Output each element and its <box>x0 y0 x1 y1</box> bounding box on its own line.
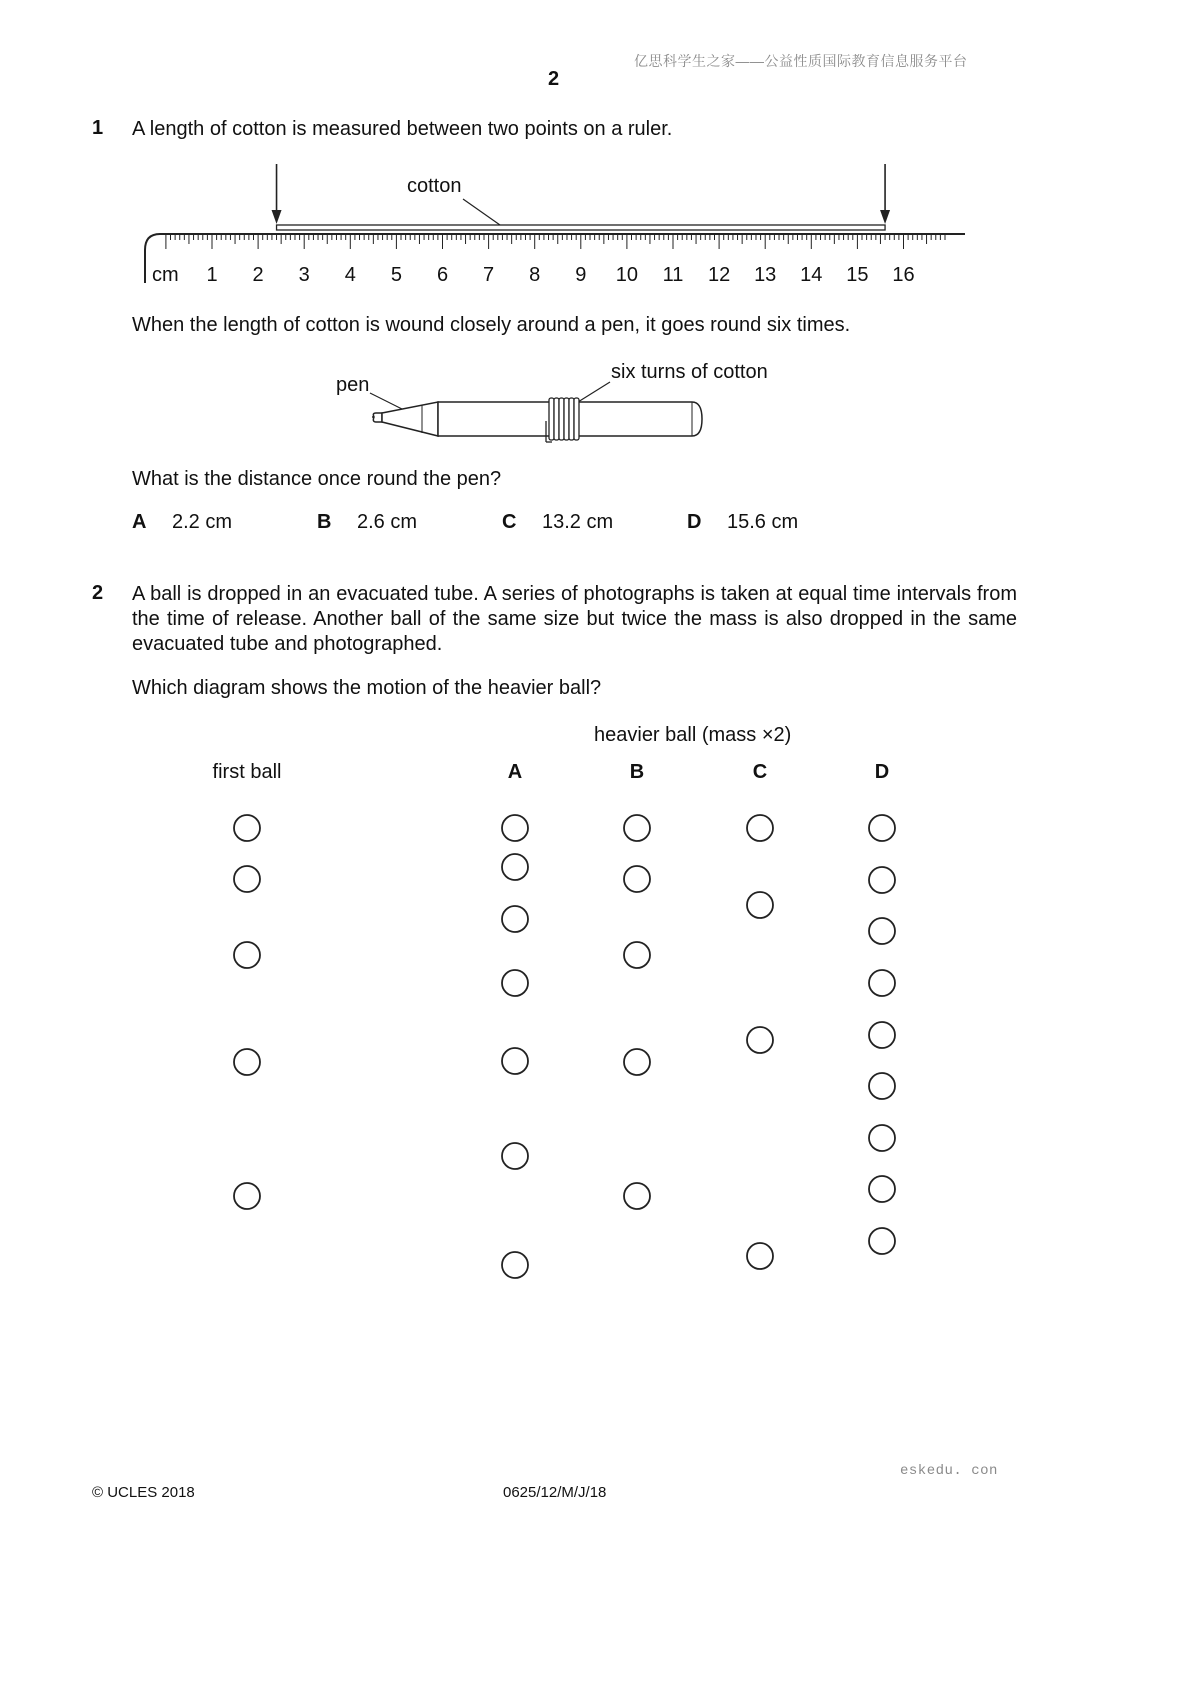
ruler-number: 15 <box>846 264 869 286</box>
pen-label: pen <box>336 374 370 396</box>
column-label-c: C <box>752 761 768 783</box>
six-turns-label: six turns of cotton <box>611 361 768 383</box>
ball-circle <box>624 1183 650 1209</box>
ball-circle <box>747 815 773 841</box>
heavier-ball-label: heavier ball (mass ×2) <box>594 724 792 746</box>
ball-circle <box>502 906 528 932</box>
ball-circle <box>234 815 260 841</box>
ruler-number: 5 <box>390 264 402 286</box>
paper-code: 0625/12/M/J/18 <box>503 1484 607 1501</box>
option-b-column <box>624 815 650 1209</box>
ball-circle <box>234 942 260 968</box>
cotton-label: cotton <box>407 175 462 197</box>
ball-circle <box>234 1183 260 1209</box>
option-a-column <box>502 815 528 1278</box>
cotton-label-leader <box>463 199 500 225</box>
cotton-turns <box>546 398 579 442</box>
ball-circle <box>502 1252 528 1278</box>
ruler-number: 11 <box>662 264 684 286</box>
ball-circle <box>869 918 895 944</box>
ruler-number: 3 <box>298 264 310 286</box>
ball-circle <box>869 1073 895 1099</box>
six-turns-leader <box>578 382 610 402</box>
page-number: 2 <box>548 68 560 90</box>
ball-circle <box>624 866 650 892</box>
column-label-d: D <box>874 761 890 783</box>
ruler-body <box>145 234 965 283</box>
question-1-text-2: When the length of cotton is wound closely around a pen, it goes round six times. <box>132 314 851 336</box>
ruler-number: 16 <box>892 264 915 286</box>
ball-circle <box>502 1048 528 1074</box>
ball-circle <box>869 1022 895 1048</box>
question-1-number: 1 <box>92 117 104 139</box>
site-watermark: eskedu. con <box>900 1463 998 1479</box>
ball-circle <box>502 1143 528 1169</box>
option-d-column <box>869 815 895 1254</box>
balls-diagram <box>0 750 1190 1290</box>
question-1-options <box>132 511 932 537</box>
watermark-text: 亿思科学生之家——公益性质国际教育信息服务平台 <box>634 53 968 69</box>
ball-circle <box>869 1228 895 1254</box>
copyright-text: © UCLES 2018 <box>92 1484 195 1501</box>
column-label-b: B <box>629 761 645 783</box>
ball-circle <box>502 815 528 841</box>
ball-circle <box>747 1243 773 1269</box>
cotton-line <box>277 225 886 230</box>
ruler-number: 10 <box>615 264 639 286</box>
ruler-number: 14 <box>800 264 823 286</box>
ball-circle <box>747 1027 773 1053</box>
column-label-a: A <box>507 761 523 783</box>
option-c-value: 13.2 cm <box>542 511 614 533</box>
ball-circle <box>869 815 895 841</box>
ball-circle <box>234 866 260 892</box>
option-b-value: 2.6 cm <box>357 511 418 533</box>
ruler-number: 1 <box>206 264 218 286</box>
measurement-arrows <box>272 164 891 224</box>
question-2-number: 2 <box>92 582 104 604</box>
ruler-number: 6 <box>436 264 449 286</box>
question-1-prompt: What is the distance once round the pen? <box>132 468 502 490</box>
ruler-diagram <box>130 158 980 293</box>
ball-circle <box>869 1176 895 1202</box>
ball-circle <box>502 854 528 880</box>
question-2-text: A ball is dropped in an evacuated tube. A series of photographs is taken at equal time intervals from the time of release. Another ball of the same size but twice the mass is also dropped in the same evacuated tube and photographed. <box>132 583 1017 655</box>
ruler-number: 4 <box>344 264 356 286</box>
option-d-letter: D <box>687 511 702 533</box>
ruler-number: 7 <box>483 264 495 286</box>
ball-circle <box>624 815 650 841</box>
pen-icon <box>372 398 702 442</box>
ruler-number: 2 <box>252 264 264 286</box>
ball-circle <box>747 892 773 918</box>
option-c-letter: C <box>502 511 517 533</box>
ruler-number: 8 <box>529 264 541 286</box>
ruler-number: 12 <box>707 264 731 286</box>
right-arrow-icon <box>880 210 890 224</box>
ball-circle <box>869 867 895 893</box>
ball-circle <box>624 1049 650 1075</box>
option-a-letter: A <box>132 511 147 533</box>
ball-circle <box>234 1049 260 1075</box>
ruler-unit-label: cm <box>152 264 179 286</box>
pen-label-leader <box>370 393 404 410</box>
ruler-numbers <box>206 264 914 286</box>
first-ball-column <box>234 815 260 1209</box>
option-d-value: 15.6 cm <box>727 511 799 533</box>
question-2-prompt: Which diagram shows the motion of the heavier ball? <box>132 677 602 699</box>
column-label-first-ball: first ball <box>212 761 282 783</box>
ball-circle <box>869 1125 895 1151</box>
ruler-ticks <box>166 234 945 249</box>
left-arrow-icon <box>272 210 282 224</box>
ruler-number: 13 <box>754 264 777 286</box>
ball-circle <box>502 970 528 996</box>
pen-diagram <box>330 355 790 455</box>
ball-circle <box>624 942 650 968</box>
option-a-value: 2.2 cm <box>172 511 233 533</box>
option-b-letter: B <box>317 511 332 533</box>
ruler-number: 9 <box>575 264 587 286</box>
question-1-text: A length of cotton is measured between two points on a ruler. <box>132 118 673 140</box>
cotton-strand <box>277 225 886 230</box>
option-c-column <box>747 815 773 1269</box>
ball-circle <box>869 970 895 996</box>
